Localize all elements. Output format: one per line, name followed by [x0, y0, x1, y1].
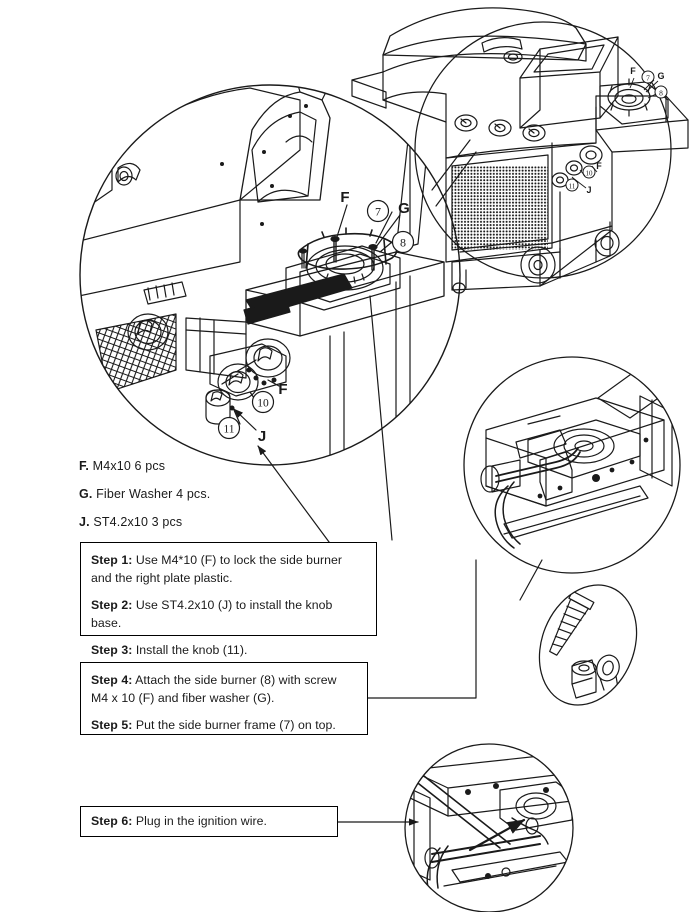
step-text-2: Use ST4.2x10 (J) to install the knob base.	[91, 598, 333, 630]
callout-G: G	[398, 200, 410, 217]
step-line	[91, 642, 365, 660]
part-desc-g: Fiber Washer 4 pcs.	[96, 487, 211, 501]
step-text-1: Use M4*10 (F) to lock the side burner and the right plate plastic.	[91, 553, 343, 585]
callout-F-bottom: F	[278, 381, 288, 398]
part-row	[79, 516, 379, 529]
callout-11-overview: 11	[568, 182, 576, 191]
step-text-3: Install the knob (11).	[135, 643, 248, 657]
step-box-steps-1-3	[80, 542, 377, 657]
step-line	[91, 597, 365, 632]
callout-F-top: F	[340, 189, 350, 206]
callout-7-overview: 7	[646, 73, 650, 83]
callout-8: 8	[400, 235, 406, 250]
step-label-3: Step 3:	[91, 643, 133, 657]
callout-J-overview: J	[586, 185, 592, 195]
callout-11: 11	[223, 423, 235, 436]
ignition-detail-content	[404, 756, 580, 888]
screw-detail-content	[543, 591, 623, 698]
callout-10: 10	[257, 397, 269, 410]
part-code-f: F.	[79, 459, 90, 473]
step-line	[91, 717, 356, 735]
part-code-g: G.	[79, 487, 93, 501]
step-text-5: Put the side burner frame (7) on top.	[135, 718, 336, 732]
callout-7: 7	[375, 204, 381, 219]
part-code-j: J.	[79, 515, 90, 529]
step-line	[91, 813, 327, 831]
callout-8-overview: 8	[659, 88, 663, 98]
step-line	[91, 672, 356, 707]
callout-J: J	[257, 428, 267, 445]
step-box-steps-4-5	[80, 662, 368, 735]
callout-F-overview: F	[630, 66, 636, 76]
step-label-6: Step 6:	[91, 814, 133, 828]
underside-detail-content	[481, 372, 672, 548]
callout-G-overview: G	[657, 71, 665, 81]
part-row	[79, 460, 379, 473]
step-box-step-6	[80, 806, 338, 837]
step-label-5: Step 5:	[91, 718, 133, 732]
leader-step4	[368, 560, 476, 698]
part-desc-f: M4x10 6 pcs	[92, 459, 166, 473]
step-text-6: Plug in the ignition wire.	[135, 814, 268, 828]
step-line	[91, 552, 365, 587]
step-label-2: Step 2:	[91, 598, 133, 612]
part-desc-j: ST4.2x10 3 pcs	[93, 515, 183, 529]
parts-list	[79, 460, 379, 544]
part-row	[79, 488, 379, 501]
callout-10-overview: 10	[585, 169, 593, 178]
step-text-4: Attach the side burner (8) with screw M4 x 10 (F) and fiber washer (G).	[91, 673, 337, 705]
step-label-4: Step 4:	[91, 673, 133, 687]
screw-detail-ellipse	[522, 570, 654, 719]
overview-callout-markers	[566, 66, 667, 195]
underside-leader	[520, 560, 542, 600]
step-label-1: Step 1:	[91, 553, 133, 567]
callout-F2-overview: F	[596, 161, 602, 171]
